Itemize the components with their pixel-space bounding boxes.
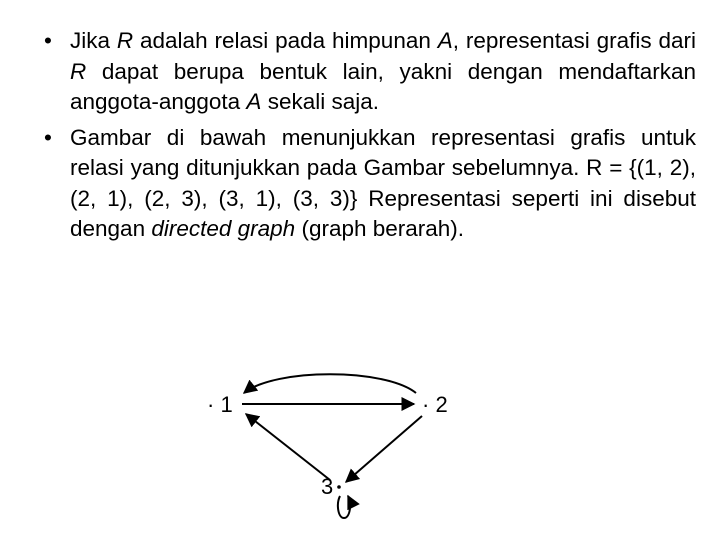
node-3-dot	[337, 485, 341, 489]
edge-2-3	[346, 416, 422, 482]
text-span-italic: R	[70, 58, 87, 84]
bullet-mark: •	[44, 28, 52, 53]
node-3-label: 3	[321, 474, 334, 499]
text-span: sekali saja.	[261, 89, 379, 114]
text-span: , representasi grafis dari	[452, 28, 697, 53]
text-span-italic: A	[437, 28, 453, 53]
node-2-label: · 2	[422, 392, 448, 417]
text-span: dapat berupa bentuk lain, yakni dengan mendaftarkan anggota-anggota	[70, 58, 696, 114]
node-1-label: · 1	[207, 392, 233, 417]
text-span-italic: R	[116, 28, 134, 53]
text-span: Jika	[70, 28, 117, 53]
edge-3-1	[246, 414, 330, 480]
text-span-italic: A	[246, 89, 262, 114]
text-span: adalah relasi pada himpunan	[133, 28, 438, 53]
edge-2-1	[244, 374, 416, 393]
text-span-italic: directed graph	[151, 216, 296, 241]
edge-3-3	[338, 496, 350, 518]
text-span: Gambar di bawah menunjukkan representasi grafis untuk relasi yang ditunjukkan pada Gambar sebelumnya. R = {(1, 2), (2, 1), (2, 3), (3, 1), (3, 3)} Representasi seperti ini disebut dengan	[70, 124, 696, 241]
bullet-mark: •	[44, 124, 52, 150]
text-span: (graph berarah).	[295, 216, 465, 241]
